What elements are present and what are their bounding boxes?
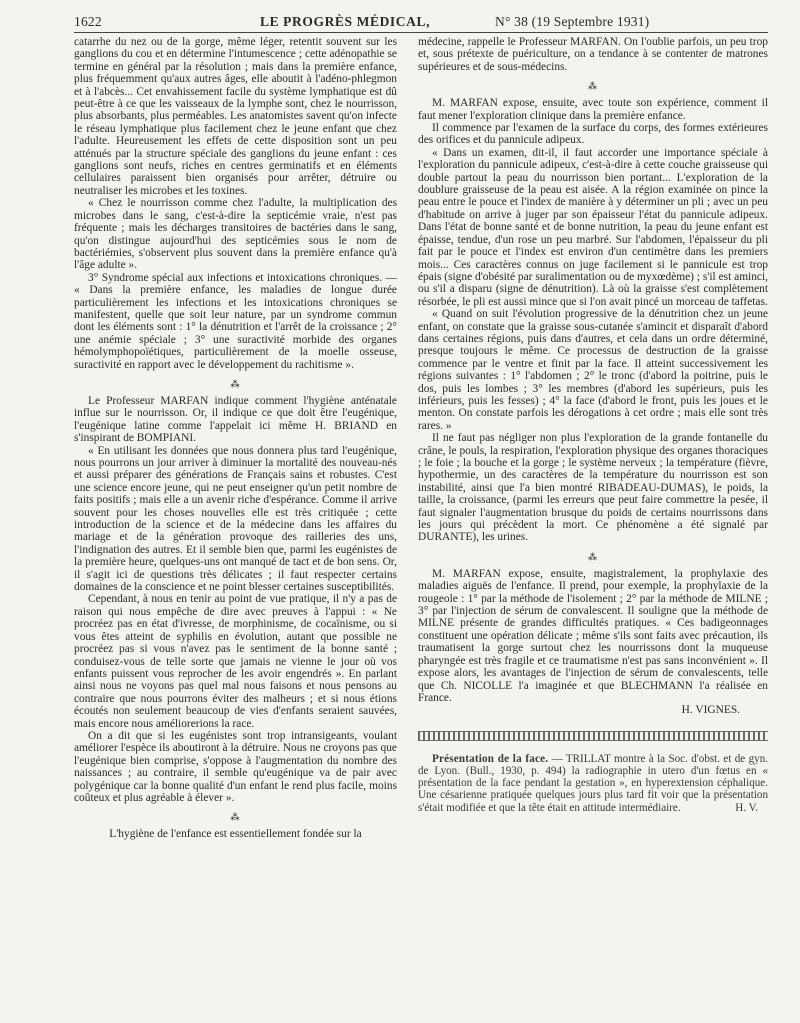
section-separator: ⁂ <box>230 378 241 389</box>
paragraph: « Quand on suit l'évolution progressive de la dénutrition chez un jeune enfant, on constate que la graisse sous-cutanée s'amincit et disparaît d'abord dans certaines régions, puis dans d'autres, et cela dans un ordre déterminé, presque toujours le même. Ce processus de destruction de la graisse commence par le ventre et finit par la face. Il atteint successivement les régions suivantes : 1° l'abdomen ; 2° le tronc (d'abord la poitrine, puis le dos, puis les lombes ; 3° les membres (d'abord les supérieurs, puis les inférieurs, puis les fesses) ; 4° la face (d'abord le front, puis les joues et le menton. On constate parfois les dérogations à cet ordre ; mais elle sont très rares. » <box>418 308 768 432</box>
paragraph: catarrhe du nez ou de la gorge, même léger, retentit souvent sur les ganglions du cou et en détermine l'intumescence ; cette adénopathie se termine en général par la résolution ; mais dans la première enfance, plus fréquemment qu'aux autres âges, elle aboutit à l'adéno-phlegmon et à l'abcès... Cet envahissement facile du système lymphatique est dû peut-être à ce que les vaisseaux de la lymphe sont, chez le nourrisson, plus absorbants, plus perméables. Les anatomistes savent qu'on infecte le réseau lymphatique plus facilement chez le jeune enfant que chez l'adulte. Heureusement les effets de cette disposition sont un peu atténués par la structure spéciale des ganglions du jeune enfant : ces ganglions sont neufs, riches en centres germinatifs et en éléments cellulaires paraissent bien organisés pour arrêter, détruire ou neutraliser les microbes et les toxines. <box>74 36 397 197</box>
paragraph: Cependant, à nous en tenir au point de vue pratique, il n'y a pas de raison qui nous empêche de dire avec preuves à l'appui : « Ne procréez pas en état d'ivresse, de morphinisme, de cocaïnisme, ou si vous êtes atteint de syphilis en évolution, autant que possible ne procréez pas si vous n'avez pas le sentiment de la bonne santé ; conduisez-vous de telle sorte que jamais ne vienne le jour où vos enfants puissent vous reprocher de les avoir engendrés ». En parlant ainsi nous ne voyons pas quel mal nous faisons et nous pensons au contraire que nous pourrons éviter des malheurs ; et si nous étions écoutés non seulement beaucoup de vies d'enfants seraient sauvées, mais encore nous améliorerions la race. <box>74 593 397 730</box>
section-separator: ⁂ <box>230 812 241 823</box>
brief-text: — TRILLAT montre à la Soc. d'obst. et de gyn. de Lyon. (Bull., 1930, p. 494) la radiographie in utero d'un fœtus en « présentation de la face pendant la gestation », en hyperextension céphalique. Une césarienne pratiquée quelques jours plus tard fit voir que la présentation s'était modifiée et que la tête était en attitude intermédiaire. <box>418 752 768 814</box>
journal-title: LE PROGRÈS MÉDICAL, <box>260 14 431 29</box>
paragraph: 3° Syndrome spécial aux infections et intoxications chroniques. — « Dans la première enfance, les maladies de longue durée particulièrement les infections et les intoxications chroniques se manifestent, quelle que soit leur nature, par un syndrome commun dont les éléments sont : 1° la dénutrition et l'arrêt de la croissance ; 2° une anémie spéciale ; 3° une suractivité morbide des organes hémolymphopoïétiques, particulièrement de la moelle osseuse, suractivité en rapport avec le développement du rachitisme ». <box>74 271 397 371</box>
paragraph: M. MARFAN expose, ensuite, magistralement, la prophylaxie des maladies aiguës de l'enfance. Il prend, pour exemple, la prophylaxie de la rougeole : 1° par la méthode de l'isolement ; 2° par la méthode de MILNE ; 3° par l'injection de sérum de convalescent. Il souligne que la méthode de MILNE présente de grandes difficultés pratiques. « Ces badigeonnages constituent une opération délicate ; même s'ils sont faits avec précaution, ils traumatisent la gorge surtout chez les nourrissons dont la muqueuse pharyngée est très fragile et ce traumatisme n'est pas sans inconvénient ». Il expose alors, les avantages de l'injection de sérum de convalescents, telle que Ch. NICOLLE l'a imaginée et que BLECHMANN l'a réalisée en France. <box>418 567 768 704</box>
brief-note <box>418 753 768 814</box>
paragraph: Il ne faut pas négliger non plus l'exploration de la grande fontanelle du crâne, le pouls, la respiration, l'exploration physique des organes thoraciques ; le foie ; la bouche et la gorge ; le système nerveux ; la température (fièvre, hypothermie, un des caractères de la température du nourrisson est son instabilité, ainsi que l'a bien montré RIBADEAU-DUMAS), le poids, la taille, la croissance, (parmi les erreurs que peut faire commettre la pesée, il faut signaler l'augmentation brusque du poids de certains nourrissons dans les jours qui précèdent la mort. Ce phénomène a été signalé par DURANTE), les urines. <box>418 432 768 544</box>
paragraph: « Chez le nourrisson comme chez l'adulte, la multiplication des microbes dans le sang, c'est-à-dire la septicémie vraie, n'est pas fréquente ; mais les décharges transitoires de bactéries dans le sang, qu'on distingue aujourd'hui des septicémies sous le nom de bactériémies, s'observent plus souvent dans la première enfance qu'à l'âge adulte ». <box>74 197 397 272</box>
dotted-divider <box>418 731 768 741</box>
issue-info: N° 38 (19 Septembre 1931) <box>495 14 650 29</box>
paragraph: M. MARFAN expose, ensuite, avec toute son expérience, comment il faut mener l'exploration clinique dans la première enfance. <box>418 97 768 122</box>
brief-title: Présentation de la face. <box>432 752 549 765</box>
paragraph: « En utilisant les données que nous donnera plus tard l'eugénique, nous pourrons un jour arriver à diminuer la mortalité des nouveau-nés et aussi préparer des générations de Français sains et robustes. C'est une science encore jeune, qui ne peut enseigner qu'un petit nombre de faits positifs ; mais elle a un avenir riche d'espérance. Comme il arrive souvent pour les choses nouvelles elle est très critiquée ; cette introduction de la science et de la médecine dans les affaires du mariage et de la génération provoque des railleries des uns, l'indignation des autres. Et il semble bien que, parmi les eugénistes de la première heure, quelques-uns ont manqué de tact et de bon sens. Or, il s'agit ici de questions très délicates ; il faut respecter certains domaines de la conscience et ne point blesser certaines susceptibilités. <box>74 444 397 594</box>
paragraph: Il commence par l'examen de la surface du corps, des formes extérieures des orifices et du pannicule adipeux. <box>418 122 768 147</box>
section-separator: ⁂ <box>588 551 598 562</box>
page-number: 1622 <box>74 14 102 29</box>
paragraph: médecine, rappelle le Professeur MARFAN. On l'oublie parfois, un peu trop et, sous prétexte de puériculture, on a tendance à se contenter de matrones supérieures et de sous-médecins. <box>418 36 768 73</box>
paragraph: On a dit que si les eugénistes sont trop intransigeants, voulant améliorer l'espèce ils aboutiront à la détruire. Nous ne croyons pas que l'eugénique bien comprise, s'oppose à l'augmentation du nombre des naissances ; au contraire, il semble qu'eugénique va de pair avec polygénique car la bonne qualité d'un enfant le rend plus facile, moins coûteux et plus agréable à élever ». <box>74 729 397 804</box>
paragraph: L'hygiène de l'enfance est essentiellement fondée sur la <box>109 828 362 841</box>
header-rule <box>74 32 768 33</box>
left-column <box>74 36 397 999</box>
paragraph: « Dans un examen, dit-il, il faut accorder une importance spéciale à l'exploration du pannicule adipeux, c'est-à-dire à cette couche graisseuse qui double partout la peau du nourrisson bien portant... L'exploration de la doublure graisseuse de la peau est aisée. A la région examinée on pince la peau entre le pouce et l'index de manière à y déterminer un pli ; avec un peu d'habitude on arrive à juger par son épaisseur l'état du pannicule adipeux. Dans l'état de bonne santé et de bonne nutrition, la peau du jeune enfant est épaisse, tendue, d'un rose un peu marbré. Sur l'abdomen, l'épaisseur du pli fait par le pouce et l'index est environ d'un centimètre dans les premiers mois... Ces caractères connus on juge facilement si le pannicule est trop épais (signe d'obésité par suralimentation ou de myxœdème) ; s'il est aminci, ou s'il a disparu (signe de dénutrition). Là où la graisse s'est complètement résorbée, le pli est aussi mince que si l'on avait pincé un morceau de taffetas. <box>418 146 768 308</box>
right-column <box>418 36 768 999</box>
section-separator: ⁂ <box>588 81 598 92</box>
author-signature: H. VIGNES. <box>681 704 740 717</box>
page-header <box>74 10 768 32</box>
paragraph: Le Professeur MARFAN indique comment l'hygiène anténatale influe sur le nourrisson. Or, il indique ce que doit être l'eugénique, l'eugénique latine comme l'appelait ici même H. BRIAND en s'inspirant de BOMPIANI. <box>74 394 397 445</box>
brief-signature: H. V. <box>735 801 758 814</box>
